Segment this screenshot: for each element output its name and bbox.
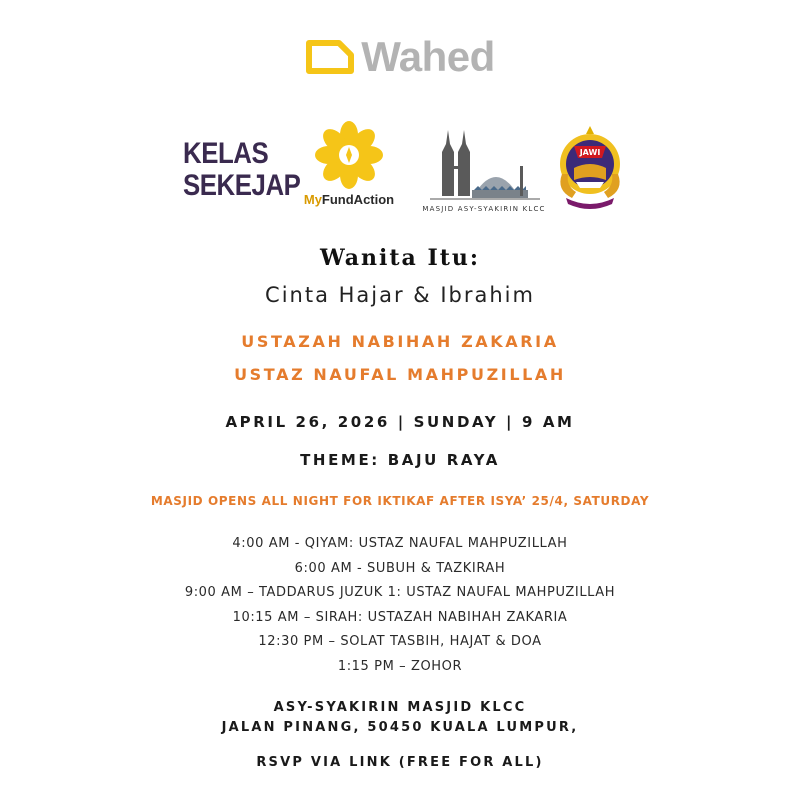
kelas-line-2: SEKEJAP (183, 169, 301, 202)
venue-line-1: ASY-SYAKIRIN MASJID KLCC (273, 700, 527, 715)
jawi-badge-text: JAWI (579, 148, 601, 157)
speaker-1: USTAZAH NABIHAH ZAKARIA (241, 332, 559, 351)
event-theme: THEME: BAJU RAYA (300, 451, 500, 469)
masjid-asy-syakirin-logo (418, 126, 550, 213)
venue-line-2: JALAN PINANG, 50450 KUALA LUMPUR, (221, 720, 579, 735)
masjid-label: MASJID ASY-SYAKIRIN KLCC (422, 205, 546, 213)
schedule-item: 6:00 AM - SUBUH & TAZKIRAH (294, 560, 506, 576)
wahed-wordmark: Wahed (361, 33, 495, 80)
schedule-item: 9:00 AM – TADDARUS JUZUK 1: USTAZ NAUFAL MAHPUZILLAH (184, 585, 616, 600)
myfundaction-logo (298, 120, 400, 207)
venue-address (0, 698, 800, 738)
schedule-item: 12:30 PM – SOLAT TASBIH, HAJAT & DOA (258, 634, 542, 649)
wahed-brand (0, 33, 800, 80)
event-date: APRIL 26, 2026 | SUNDAY | 9 AM (225, 413, 575, 431)
partner-logos (0, 120, 800, 220)
kelas-sekejap-logo (183, 138, 300, 202)
schedule-list (0, 535, 800, 682)
schedule-item: 10:15 AM – SIRAH: USTAZAH NABIHAH ZAKARIA (232, 609, 568, 625)
schedule-item: 1:15 PM – ZOHOR (337, 658, 463, 674)
kelas-line-1: KELAS (183, 137, 269, 170)
jawi-crest-icon (554, 124, 626, 210)
schedule-item: 4:00 AM - QIYAM: USTAZ NAUFAL MAHPUZILLAH (232, 536, 568, 551)
myfundaction-flower-icon (314, 120, 384, 190)
speaker-2: USTAZ NAUFAL MAHPUZILLAH (234, 365, 566, 384)
masjid-towers-icon (424, 126, 544, 204)
myfundaction-label: MyFundAction (303, 192, 395, 207)
rsvp-text: RSVP VIA LINK (FREE FOR ALL) (256, 755, 544, 770)
iktikaf-notice: MASJID OPENS ALL NIGHT FOR IKTIKAF AFTER ISYA’ 25/4, SATURDAY (150, 494, 650, 508)
event-title: Wanita Itu: (319, 245, 481, 271)
wahed-logo-icon (305, 37, 355, 77)
event-subtitle: Cinta Hajar & Ibrahim (265, 283, 535, 307)
